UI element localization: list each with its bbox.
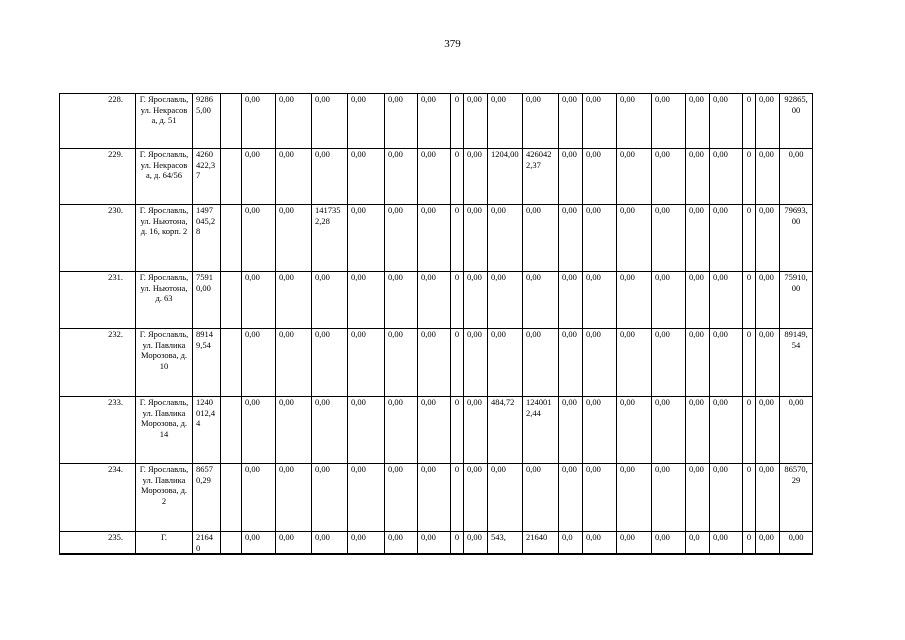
value-cell: 0,00 xyxy=(583,532,617,555)
value-cell: 0 xyxy=(743,272,756,329)
value-cell: 0,00 xyxy=(686,329,710,397)
value-cell xyxy=(221,205,242,272)
value-cell: 0,00 xyxy=(583,272,617,329)
value-cell: 0,00 xyxy=(523,329,559,397)
value-cell: 0,00 xyxy=(242,205,276,272)
total-cell: 89149,54 xyxy=(780,329,813,397)
value-cell: 0,00 xyxy=(710,149,743,205)
row-number: 228. xyxy=(60,94,136,149)
value-cell: 0,00 xyxy=(276,205,312,272)
value-cell: 0,00 xyxy=(488,272,523,329)
value-cell: 0,00 xyxy=(312,149,348,205)
value-cell: 0,0 xyxy=(559,532,583,555)
value-cell: 0,00 xyxy=(652,272,686,329)
value-cell: 0,00 xyxy=(464,149,488,205)
value-cell: 0,00 xyxy=(348,272,385,329)
value-cell: 0,00 xyxy=(276,94,312,149)
value-cell: 0,00 xyxy=(686,272,710,329)
value-cell: 1240012,44 xyxy=(523,397,559,464)
value-cell: 0,00 xyxy=(686,149,710,205)
value-cell: 0,00 xyxy=(418,397,451,464)
value-cell: 0,00 xyxy=(312,532,348,555)
value-cell: 0,00 xyxy=(488,329,523,397)
value-cell: 0 xyxy=(743,532,756,555)
value-cell: 0,00 xyxy=(559,272,583,329)
value-cell: 0,00 xyxy=(686,397,710,464)
value-cell: 0,00 xyxy=(652,94,686,149)
page-number: 379 xyxy=(444,38,461,50)
row-number: 230. xyxy=(60,205,136,272)
value-cell: 0,00 xyxy=(617,464,652,532)
value-cell: 0 xyxy=(743,397,756,464)
value-cell: 0,00 xyxy=(276,149,312,205)
value-cell: 0,00 xyxy=(559,329,583,397)
value-cell: 0 xyxy=(451,397,464,464)
value-cell: 0,00 xyxy=(617,329,652,397)
value-cell: 0,00 xyxy=(385,205,418,272)
value-cell: 0,00 xyxy=(418,464,451,532)
value-cell: 0,00 xyxy=(488,464,523,532)
value-cell: 0,00 xyxy=(312,464,348,532)
data-table xyxy=(59,93,813,555)
address-cell: Г. Ярославль, ул. Павлика Морозова, д. 14 xyxy=(136,397,193,464)
value-cell: 89149,54 xyxy=(193,329,221,397)
value-cell xyxy=(221,532,242,555)
value-cell: 0,00 xyxy=(652,464,686,532)
value-cell: 0,00 xyxy=(385,532,418,555)
value-cell: 0 xyxy=(743,329,756,397)
value-cell: 75910,00 xyxy=(193,272,221,329)
value-cell: 0,00 xyxy=(559,464,583,532)
value-cell: 0 xyxy=(743,464,756,532)
address-cell: Г. Ярославль, ул. Павлика Морозова, д. 10 xyxy=(136,329,193,397)
value-cell: 0,00 xyxy=(583,329,617,397)
value-cell: 0,00 xyxy=(583,94,617,149)
value-cell: 543, xyxy=(488,532,523,555)
value-cell: 0,00 xyxy=(276,532,312,555)
value-cell: 0,00 xyxy=(464,272,488,329)
value-cell: 0,00 xyxy=(710,94,743,149)
value-cell: 0 xyxy=(451,149,464,205)
value-cell: 0,00 xyxy=(348,329,385,397)
value-cell: 0,00 xyxy=(312,329,348,397)
value-cell: 0,00 xyxy=(418,149,451,205)
value-cell: 0,00 xyxy=(385,272,418,329)
total-cell: 75910,00 xyxy=(780,272,813,329)
value-cell: 0,00 xyxy=(523,464,559,532)
table-row xyxy=(60,94,813,149)
address-cell: Г. Ярославль, ул. Павлика Морозова, д. 2 xyxy=(136,464,193,532)
table-row xyxy=(60,329,813,397)
value-cell: 0 xyxy=(451,532,464,555)
value-cell: 1204,00 xyxy=(488,149,523,205)
value-cell: 0,00 xyxy=(559,94,583,149)
value-cell: 92865,00 xyxy=(193,94,221,149)
value-cell: 0,00 xyxy=(617,532,652,555)
value-cell: 0,00 xyxy=(652,532,686,555)
table-row xyxy=(60,532,813,555)
value-cell: 0,00 xyxy=(617,149,652,205)
value-cell: 0 xyxy=(451,464,464,532)
value-cell: 0,00 xyxy=(652,329,686,397)
value-cell: 0,00 xyxy=(418,532,451,555)
value-cell: 0,00 xyxy=(348,94,385,149)
value-cell: 0,00 xyxy=(464,532,488,555)
address-cell: Г. Ярославль, ул. Ньютона, д. 63 xyxy=(136,272,193,329)
row-number: 232. xyxy=(60,329,136,397)
value-cell: 0,00 xyxy=(276,464,312,532)
value-cell: 0,00 xyxy=(348,532,385,555)
value-cell: 0,00 xyxy=(464,205,488,272)
total-cell: 0,00 xyxy=(780,532,813,555)
value-cell: 0,00 xyxy=(348,149,385,205)
value-cell: 0,00 xyxy=(756,205,780,272)
value-cell xyxy=(221,464,242,532)
row-number: 231. xyxy=(60,272,136,329)
total-cell: 92865,00 xyxy=(780,94,813,149)
value-cell: 0 xyxy=(451,94,464,149)
value-cell: 0,00 xyxy=(583,397,617,464)
value-cell: 0,00 xyxy=(756,329,780,397)
value-cell: 0,00 xyxy=(583,205,617,272)
value-cell: 484,72 xyxy=(488,397,523,464)
value-cell: 0,00 xyxy=(276,272,312,329)
value-cell xyxy=(221,94,242,149)
table-row xyxy=(60,397,813,464)
value-cell: 0,00 xyxy=(242,272,276,329)
value-cell: 0 xyxy=(743,149,756,205)
value-cell: 0,00 xyxy=(464,397,488,464)
row-number: 233. xyxy=(60,397,136,464)
table-row xyxy=(60,272,813,329)
value-cell: 0,00 xyxy=(348,397,385,464)
table-row xyxy=(60,149,813,205)
total-cell: 86570,29 xyxy=(780,464,813,532)
value-cell: 0,00 xyxy=(385,94,418,149)
value-cell: 0,00 xyxy=(312,272,348,329)
value-cell: 0,00 xyxy=(242,397,276,464)
address-cell: Г. Ярославль, ул. Некрасова, д. 64/56 xyxy=(136,149,193,205)
table-row xyxy=(60,205,813,272)
value-cell: 0,00 xyxy=(464,464,488,532)
value-cell: 0,00 xyxy=(686,464,710,532)
value-cell: 4260422,37 xyxy=(193,149,221,205)
value-cell: 0,00 xyxy=(418,272,451,329)
row-number: 234. xyxy=(60,464,136,532)
value-cell: 0,00 xyxy=(559,397,583,464)
value-cell: 0,00 xyxy=(710,532,743,555)
address-cell: Г. Ярославль, ул. Некрасова, д. 51 xyxy=(136,94,193,149)
total-cell: 0,00 xyxy=(780,397,813,464)
value-cell: 0,00 xyxy=(756,397,780,464)
value-cell: 21640 xyxy=(193,532,221,555)
value-cell: 0 xyxy=(451,329,464,397)
value-cell: 0,00 xyxy=(488,94,523,149)
value-cell: 0,00 xyxy=(276,329,312,397)
value-cell: 1240012,44 xyxy=(193,397,221,464)
value-cell: 0,00 xyxy=(523,272,559,329)
value-cell: 0,00 xyxy=(583,464,617,532)
value-cell: 0,00 xyxy=(559,205,583,272)
value-cell: 0 xyxy=(743,94,756,149)
value-cell: 0,00 xyxy=(312,94,348,149)
value-cell: 1417352,28 xyxy=(312,205,348,272)
value-cell: 0,00 xyxy=(756,464,780,532)
value-cell: 0,00 xyxy=(617,272,652,329)
value-cell: 0,00 xyxy=(385,464,418,532)
value-cell: 0,00 xyxy=(385,397,418,464)
value-cell: 0,00 xyxy=(710,464,743,532)
value-cell: 0,00 xyxy=(710,272,743,329)
value-cell: 0,00 xyxy=(418,94,451,149)
value-cell: 0 xyxy=(743,205,756,272)
value-cell: 0,00 xyxy=(242,94,276,149)
value-cell: 0,00 xyxy=(652,149,686,205)
value-cell: 0,00 xyxy=(385,329,418,397)
value-cell xyxy=(221,329,242,397)
row-number: 229. xyxy=(60,149,136,205)
value-cell: 86570,29 xyxy=(193,464,221,532)
value-cell: 0,00 xyxy=(464,94,488,149)
value-cell: 0,00 xyxy=(559,149,583,205)
value-cell: 0,00 xyxy=(348,205,385,272)
value-cell: 0,00 xyxy=(617,397,652,464)
value-cell: 0,00 xyxy=(583,149,617,205)
value-cell xyxy=(221,397,242,464)
address-cell: Г. Ярославль, ул. Ньютона, д. 16, корп. 2 xyxy=(136,205,193,272)
value-cell: 0 xyxy=(451,272,464,329)
value-cell: 0,00 xyxy=(242,532,276,555)
value-cell: 0,00 xyxy=(523,205,559,272)
row-number: 235. xyxy=(60,532,136,555)
address-cell: Г. xyxy=(136,532,193,555)
value-cell: 21640 xyxy=(523,532,559,555)
value-cell: 0,00 xyxy=(710,205,743,272)
value-cell: 0,00 xyxy=(276,397,312,464)
value-cell: 0,00 xyxy=(617,205,652,272)
value-cell: 0,00 xyxy=(488,205,523,272)
value-cell: 0,00 xyxy=(418,329,451,397)
value-cell: 0,00 xyxy=(756,532,780,555)
value-cell: 0,00 xyxy=(710,329,743,397)
value-cell: 0,00 xyxy=(242,329,276,397)
value-cell: 0,00 xyxy=(686,205,710,272)
value-cell: 0,00 xyxy=(652,397,686,464)
total-cell: 0,00 xyxy=(780,149,813,205)
value-cell: 4260422,37 xyxy=(523,149,559,205)
value-cell: 0,00 xyxy=(242,464,276,532)
value-cell: 0,00 xyxy=(756,94,780,149)
value-cell xyxy=(221,272,242,329)
total-cell: 79693,00 xyxy=(780,205,813,272)
value-cell: 0,00 xyxy=(312,397,348,464)
value-cell: 0,00 xyxy=(756,149,780,205)
value-cell: 0,00 xyxy=(756,272,780,329)
value-cell: 0,00 xyxy=(686,94,710,149)
value-cell: 0,00 xyxy=(242,149,276,205)
value-cell: 0,00 xyxy=(652,205,686,272)
value-cell: 0 xyxy=(451,205,464,272)
value-cell xyxy=(221,149,242,205)
value-cell: 0,00 xyxy=(464,329,488,397)
value-cell: 0,0 xyxy=(686,532,710,555)
value-cell: 0,00 xyxy=(617,94,652,149)
value-cell: 0,00 xyxy=(348,464,385,532)
table-row xyxy=(60,464,813,532)
value-cell: 0,00 xyxy=(710,397,743,464)
value-cell: 0,00 xyxy=(418,205,451,272)
value-cell: 0,00 xyxy=(523,94,559,149)
value-cell: 0,00 xyxy=(385,149,418,205)
value-cell: 1497045,28 xyxy=(193,205,221,272)
